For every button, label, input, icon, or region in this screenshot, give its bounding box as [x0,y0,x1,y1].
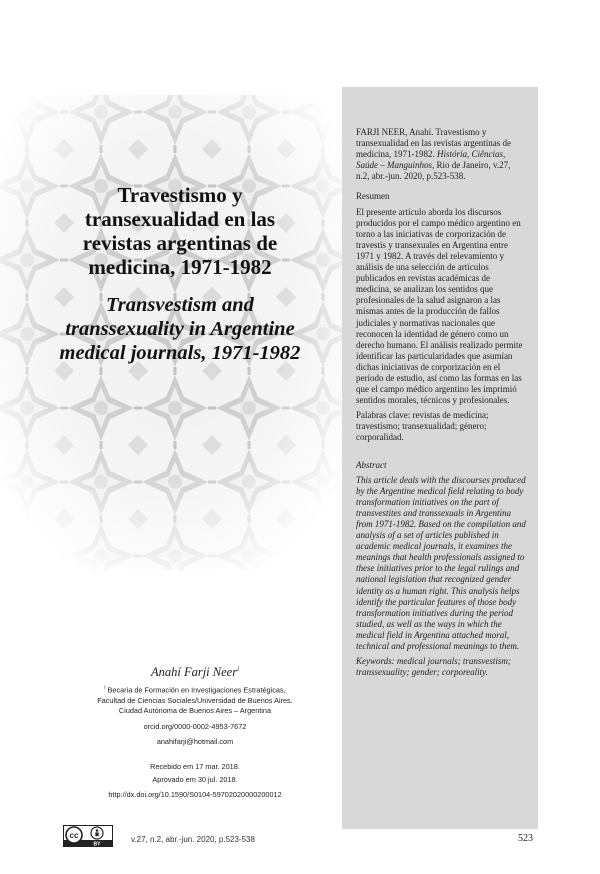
cc-label: cc [69,831,79,840]
title-en-line: medical journals, 1971-1982 [59,342,301,364]
title-es-line: revistas argentinas de [82,231,278,255]
received-date: Recebido em 17 mar. 2018. [150,762,240,772]
affiliation-superscript: i [104,685,106,692]
creative-commons-icon [66,827,82,843]
resumen-text: El presente artículo aborda los discursos producidos por el campo médico argentino en torno a las iniciativas de corporización de travestis y transexuales en Argentina entre 1971 y 1982. A través del relevamiento y análisis de una selección de artículos publicados en revistas académicas de medicina, se analizan los sentidos que profesionales de la salud asignaron a las mismas antes de la producción de fallos judiciales y normativas nacionales que reconocen la identidad de género como un derecho humano. El análisis realizado permite identificar las particularidades que asumían dichas iniciativas de corporización en el período de estudio, así como las formas en las que el campo médico argentino les imprimió sentidos morales, técnicos y profesionales. [356,206,523,406]
affiliation-line: Ciudad Autónoma de Buenos Aires – Argentina [118,706,272,716]
orcid-link[interactable]: orcid.org/0000-0002-4953-7672 [143,721,247,731]
affiliation-text: Becaria de Formación en Investigaciones Estratégicas, [107,685,286,695]
abstract-heading: Abstract [356,459,387,470]
article-title-spanish [55,183,305,279]
abstract-text: This article deals with the discourses produced by the Argentine medical field relating to body transformation initiatives on the part of transvestites and transsexuals in Argentina from 1971-1982. Based on the compilation and analysis of a set of articles published in academic medical journals, it examines the meanings that health professionals assigned to these initiatives prior to the legal rulings and national legislation that recognized gender identity as a human right. This analysis helps identify the particular features of those body transformation initiatives during the period studied, as well as the ways in which the medical field in Argentina attached moral, technical and professional meanings to them. [356,474,526,652]
page-number: 523 [518,833,533,844]
title-es-line: Travestismo y [117,183,243,207]
keywords: Keywords: medical journals; transvestism; transsexuality; gender; corporeality. [356,656,511,678]
resumen-heading: Resumen [356,191,390,202]
citation-plain: FARJI NEER, Anahí. Travestismo y transexualidad en las revistas argentinas de medicina, 1971-1982. [356,127,512,160]
title-es-line: medicina, 1971-1982 [88,255,272,279]
article-title-english [55,293,305,365]
by-label: BY [93,841,101,847]
doi-link[interactable]: http://dx.doi.org/10.1590/S0104-59702020000200012 [108,789,282,799]
abstract-sidebar [356,127,526,678]
palabras-clave: Palabras clave: revistas de medicina; travestismo; transexualidad; género; corporalidad. [356,410,489,443]
author-name [90,664,300,680]
attribution-person-icon [91,827,103,839]
approved-date: Aprovado em 30 jul. 2018. [152,774,238,784]
citation [356,127,526,182]
author-block [90,664,300,800]
author-superscript: i [237,665,240,673]
title-en-line: Transvestism and [106,294,254,316]
author-name-text: Anahí Farji Neer [150,665,238,680]
email-link[interactable]: anahifarji@hotmail.com [156,737,234,747]
affiliation-line [90,683,300,696]
affiliation-line: Facultad de Ciencias Sociales/Universidad de Buenos Aires. [97,696,293,706]
title-en-line: transsexuality in Argentine [65,318,295,340]
creative-commons-badge[interactable] [63,825,113,847]
journal-name: História, Ciências, Saúde – Manguinhos, [356,149,506,171]
title-es-line: transexualidad en las [84,207,276,231]
issue-info: v.27, n.2, abr.-jun. 2020, p.523-538 [131,835,255,844]
citation-details: Rio de Janeiro, v.27, n.2, abr.-jun. 2020, p.523-538. [356,160,511,182]
